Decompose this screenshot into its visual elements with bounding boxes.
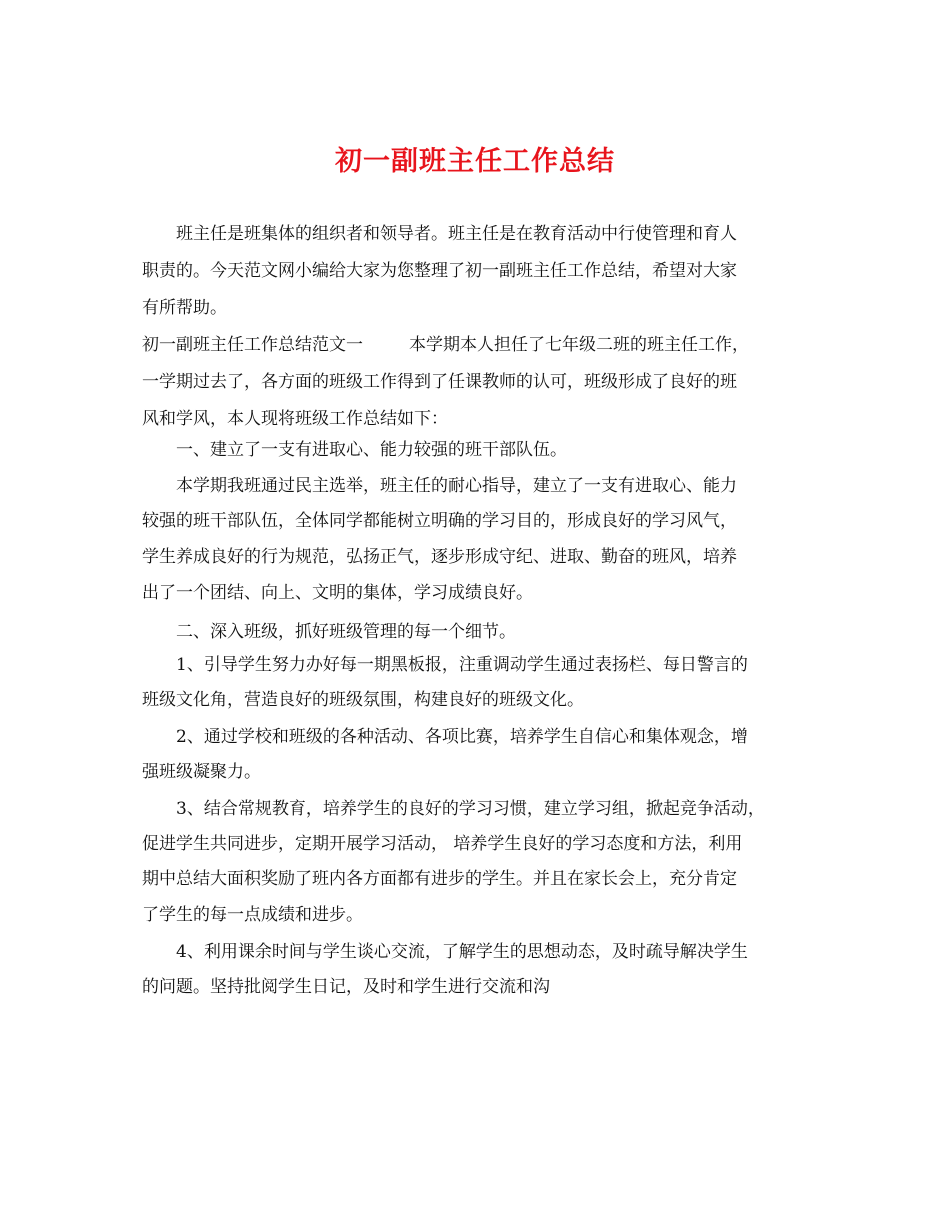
paragraph-line: 风和学风，本人现将班级工作总结如下：: [142, 409, 448, 429]
section-heading: 初一副班主任工作总结范文一: [142, 335, 363, 355]
paragraph-line: 3、结合常规教育，培养学生的良好的学习习惯，建立学习组，掀起竞争活动，: [176, 799, 765, 819]
paragraph-line: 有所帮助。: [142, 298, 227, 318]
paragraph-line: 职责的。今天范文网小编给大家为您整理了初一副班主任工作总结，希望对大家: [142, 261, 737, 281]
paragraph-line: 期中总结大面积奖励了班内各方面都有进步的学生。并且在家长会上，充分肯定: [142, 869, 737, 889]
paragraph-line: 2、通过学校和班级的各种活动、各项比赛，培养学生自信心和集体观念，增: [176, 727, 748, 747]
section-heading-line: [142, 333, 749, 357]
paragraph-text: 本学期本人担任了七年级二班的班主任工作，: [409, 335, 749, 355]
paragraph-line: 较强的班干部队伍，全体同学都能树立明确的学习目的，形成良好的学习风气，: [142, 511, 737, 531]
paragraph-line: 4、利用课余时间与学生谈心交流，了解学生的思想动态，及时疏导解决学生: [176, 942, 748, 962]
paragraph-line: 1、引导学生努力办好每一期黑板报，注重调动学生通过表扬栏、每日警言的: [176, 655, 748, 675]
paragraph-line: 出了一个团结、向上、文明的集体，学习成绩良好。: [142, 583, 533, 603]
paragraph-line: 的问题。坚持批阅学生日记，及时和学生进行交流和沟: [142, 977, 550, 997]
paragraph-line: 一学期过去了，各方面的班级工作得到了任课教师的认可，班级形成了良好的班: [142, 372, 737, 392]
paragraph-line: 促进学生共同进步，定期开展学习活动， 培养学生良好的学习态度和方法，利用: [142, 834, 743, 854]
subheading-line: 一、建立了一支有进取心、能力较强的班干部队伍。: [176, 440, 567, 460]
paragraph-line: 班主任是班集体的组织者和领导者。班主任是在教育活动中行使管理和育人: [176, 224, 737, 244]
document-title: 初一副班主任工作总结: [335, 146, 615, 177]
paragraph-line: 了学生的每一点成绩和进步。: [142, 905, 363, 925]
paragraph-line: 班级文化角，营造良好的班级氛围，构建良好的班级文化。: [142, 690, 584, 710]
paragraph-line: 强班级凝聚力。: [142, 762, 261, 782]
paragraph-line: 学生养成良好的行为规范，弘扬正气，逐步形成守纪、进取、勤奋的班风，培养: [142, 547, 737, 567]
paragraph-line: 本学期我班通过民主选举，班主任的耐心指导，建立了一支有进取心、能力: [176, 476, 737, 496]
subheading-line: 二、深入班级，抓好班级管理的每一个细节。: [176, 622, 516, 642]
